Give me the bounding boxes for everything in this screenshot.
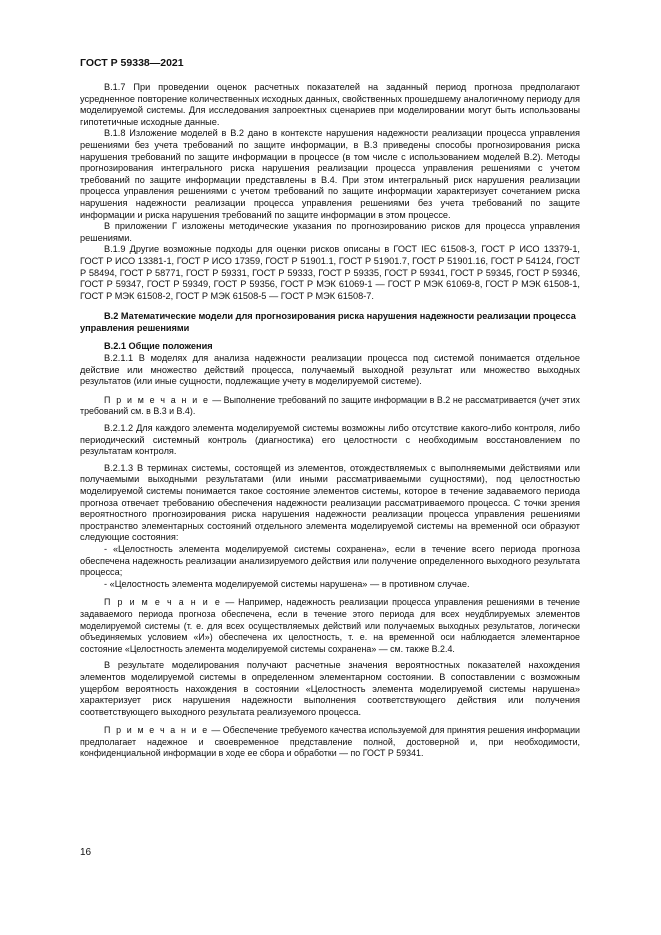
- page-body: [80, 82, 580, 760]
- note-1-text: — Выполнение требований по защите информации в В.2 не рассматривается (учет этих требований см. в В.3 и В.4).: [80, 394, 580, 417]
- modeling-result-paragraph: В результате моделирования получают расчетные значения вероятностных показателей нахождения элементов моделируемой системы в определенном элементарном состоянии. В сопоставлении с возможным ущербом вероятность нахождения в состоянии «Целостность элемента моделируемой системы нарушена» характеризует риск нарушения надежности выполнения соответствующего действия или получения соответствующего выходного результата реализуемого процесса.: [80, 660, 580, 717]
- page-number: 16: [80, 847, 92, 858]
- clause-b-2-1-1: В.2.1.1 В моделях для анализа надежности реализации процесса под системой понимается отдельное действие или множество действий процесса, получаемый выходной результат или множество выходных результатов (или иные сущности, подлежащие учету в моделируемой системе).: [80, 353, 580, 387]
- section-heading-b2: В.2 Математические модели для прогнозирования риска нарушения надежности реализации процесса управления решениями: [80, 311, 576, 333]
- state-intact: - «Целостность элемента моделируемой системы сохранена», если в течение всего периода прогноза обеспечена надежность реализации анализируемого действия или получение определенного выходного результата процесса;: [80, 543, 580, 578]
- running-header: ГОСТ Р 59338—2021: [80, 57, 184, 69]
- note-label: П р и м е ч а н и е: [104, 394, 210, 405]
- clause-b-1-9: В.1.9 Другие возможные подходы для оценки рисков описаны в ГОСТ IEC 61508-3, ГОСТ Р ИСО 13379-1, ГОСТ Р ИСО 13381-1, ГОСТ Р ИСО 17359, ГОСТ Р 51901.1, ГОСТ Р 51901.7, ГОСТ Р 51901.16, ГОСТ Р 54124, ГОСТ Р 58494, ГОСТ Р 58771, ГОСТ Р 59331, ГОСТ Р 59333, ГОСТ Р 59335, ГОСТ Р 59341, ГОСТ Р 59345, ГОСТ Р 59346, ГОСТ Р 59347, ГОСТ Р 59349, ГОСТ Р 59356, ГОСТ Р МЭК 61069-1 — ГОСТ Р МЭК 61069-8, ГОСТ Р МЭК 61508-1, ГОСТ Р МЭК 61508-2, ГОСТ Р МЭК 61508-5 — ГОСТ Р МЭК 61508-7.: [80, 244, 580, 301]
- note-1: [80, 395, 580, 418]
- subsection-heading-b21: В.2.1 Общие положения: [104, 341, 213, 352]
- note-label: П р и м е ч а н и е: [104, 725, 209, 736]
- clause-b-2-1-2: В.2.1.2 Для каждого элемента моделируемой системы возможны либо отсутствие какого-либо контроля, либо периодический системный контроль (диагностика) его целостности с необходимым восстановлением по результатам контроля.: [80, 423, 580, 457]
- clause-b-2-1-3: В.2.1.3 В терминах системы, состоящей из элементов, отождествляемых с выполняемыми действиями или получаемыми выходными результатами (или иными рассматриваемыми сущностями), под целостностью моделируемой системы понимается такое состояние элементов системы, которое в течение задаваемого периода прогноза отвечает требованию обеспечения надежности реализации рассматриваемого процесса. С точки зрения вероятностного прогнозирования риска нарушения надежности реализации процесса управления решениями пространство элементарных состояний отдельного элемента моделируемой системы на временной оси образуют следующие состояния:: [80, 462, 580, 543]
- note-2: [80, 597, 580, 655]
- note-3-text: — Обеспечение требуемого качества используемой для принятия решения информации предполагает надежное и своевременное представление полной, достоверной и, при необходимости, конфиденциальной информации в ходе ее сбора и обработки — по ГОСТ Р 59341.: [80, 725, 580, 759]
- clause-b-1-8: В.1.8 Изложение моделей в В.2 дано в контексте нарушения надежности реализации процесса управления решениями без учета требований по защите информации, в В.3 приведены способы прогнозирования риска нарушения требований по защите информации в процессе (в том числе с использованием моделей В.2). Методы прогнозирования интегрального риска нарушения реализации процесса управления решениями с учетом требований по защите информации представлены в В.4. При этом интегральный риск нарушения реализации процесса управления решениями с учетом требований по защите информации характеризует сочетанием риска нарушения надежности реализации процесса управления решениями без учета требований по защите информации и риска нарушения требований по защите информации в этом процессе.: [80, 128, 580, 220]
- note-3: [80, 725, 580, 760]
- note-2-text: — Например, надежность реализации процесса управления решениями в течение задаваемого периода прогноза обеспечена, если в течение этого периода для всех неудблируемых элементов моделируемой системы (т. е. для всех осуществляемых действий или получаемых выходных результатов, логически объединяемых условием «И») обеспечена их целостность, т. е. на временной оси наблюдается элементарное состояние «Целостность элемента моделируемой системы сохранена» — см. также В.2.4.: [80, 597, 580, 654]
- clause-b-1-7: В.1.7 При проведении оценок расчетных показателей на заданный период прогноза предполагают усредненное повторение количественных исходных данных, свойственных прошедшему аналогичному периоду для моделируемой системы. Для исследования запроектных сценариев при моделировании могут быть использованы гипотетичные исходные данные.: [80, 82, 580, 127]
- state-violated: - «Целостность элемента моделируемой системы нарушена» — в противном случае.: [104, 578, 470, 589]
- note-label: П р и м е ч а н и е: [104, 597, 222, 608]
- appendix-g-reference: В приложении Г изложены методические указания по прогнозированию рисков для процесса управления решениями.: [80, 221, 580, 243]
